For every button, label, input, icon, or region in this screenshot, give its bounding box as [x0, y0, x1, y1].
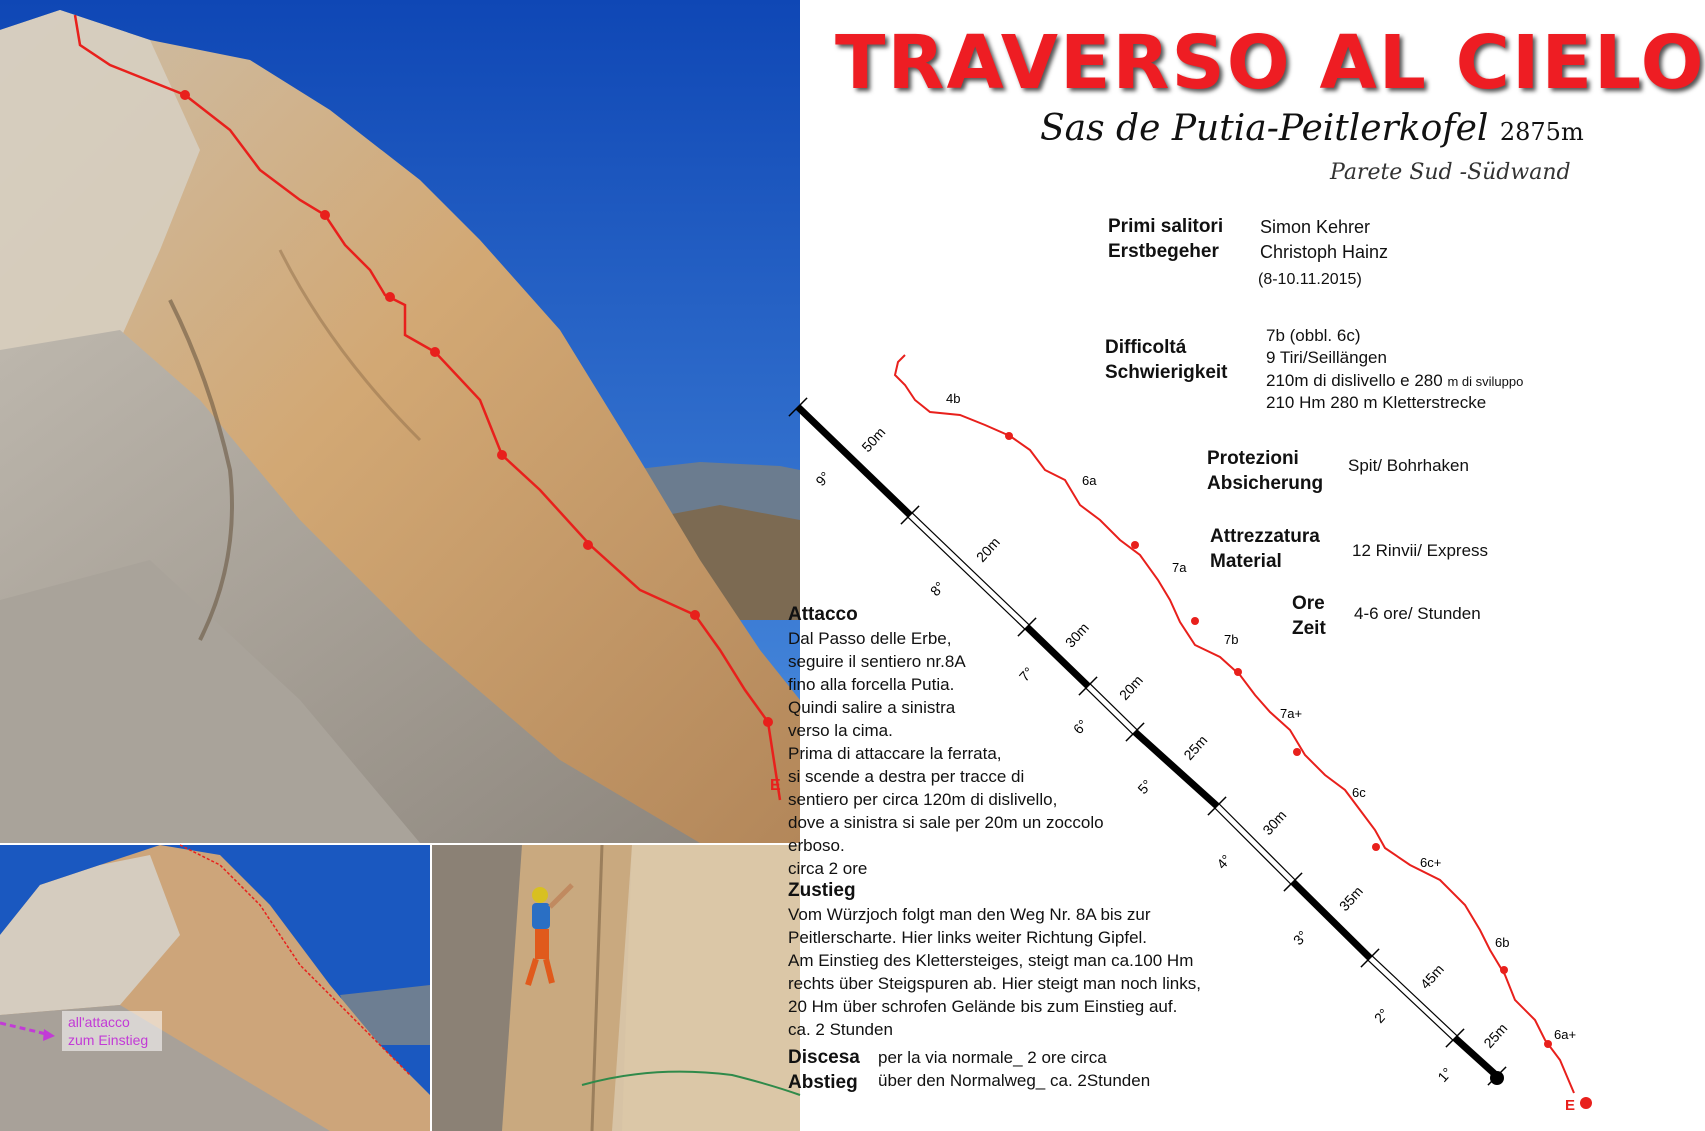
approach-it-line: dove a sinistra si sale per 20m un zoccolo: [788, 813, 1104, 832]
approach-annotation-de: zum Einstieg: [68, 1032, 149, 1048]
topo-start-marker: E: [1565, 1097, 1576, 1114]
difficulty-label-de: Schwierigkeit: [1105, 362, 1228, 383]
pitch-grade: 6b: [1495, 935, 1510, 950]
route-belay-marker: [320, 210, 330, 220]
pitch-number: 2°: [1370, 1005, 1392, 1027]
pitch-grade: 6a: [1082, 473, 1097, 488]
mountain-altitude: 2875m: [1499, 118, 1584, 146]
pitch-length: 30m: [1259, 807, 1290, 839]
climber-photo: [432, 845, 800, 1131]
pitch-grade: 4b: [946, 391, 961, 406]
difficulty-height-de: 210 Hm 280 m Kletterstrecke: [1266, 393, 1487, 412]
first-ascent-label-de: Erstbegeher: [1108, 241, 1219, 262]
approach-de-line: Peitlerscharte. Hier links weiter Richtung Gipfel.: [788, 928, 1148, 947]
approach-it-heading: Attacco: [788, 604, 858, 625]
pitch-number: 5°: [1134, 776, 1156, 798]
topo-belay-marker: [1293, 748, 1301, 756]
approach-de-line: Vom Würzjoch folgt man den Weg Nr. 8A bis zur: [788, 905, 1151, 924]
route-belay-marker: [497, 450, 507, 460]
wall-face: Parete Sud -Südwand: [1330, 160, 1571, 185]
approach-de: [788, 879, 1201, 1041]
approach-de-line: ca. 2 Stunden: [788, 1020, 893, 1039]
route-belay-marker: [180, 90, 190, 100]
approach-de-line: 20 Hm über schrofen Gelände bis zum Einstieg auf.: [788, 997, 1178, 1016]
topo-belay-marker: [1372, 843, 1380, 851]
pitch-grade: 6a+: [1554, 1027, 1577, 1042]
topo-belay-marker: [1191, 617, 1199, 625]
topo-belay-marker: [1131, 541, 1139, 549]
first-ascent-date: (8-10.11.2015): [1258, 271, 1362, 288]
approach-it: [788, 603, 1104, 880]
pitch-length: 20m: [972, 534, 1003, 566]
difficulty-label-it: Difficoltá: [1105, 337, 1187, 358]
pitch-number: 6°: [1069, 716, 1091, 738]
topo-start-point: [1580, 1097, 1592, 1109]
route-belay-marker: [690, 610, 700, 620]
protection-label-de: Absicherung: [1207, 473, 1324, 494]
pitch-number: 8°: [926, 578, 948, 600]
pitch-grade: 7a: [1172, 560, 1187, 575]
approach-it-line: Quindi salire a sinistra: [788, 698, 956, 717]
time-label-it: Ore: [1292, 593, 1325, 614]
equipment-value: 12 Rinvii/ Express: [1352, 541, 1489, 560]
route-belay-marker: [763, 717, 773, 727]
approach-de-line: rechts über Steigspuren ab. Hier steigt man noch links,: [788, 974, 1201, 993]
route-belay-marker: [430, 347, 440, 357]
scale-base-point: [1490, 1071, 1504, 1085]
topo-belay-marker: [1544, 1040, 1552, 1048]
photo-start-marker: E: [770, 777, 781, 794]
approach-it-line: verso la cima.: [788, 721, 893, 740]
approach-it-text: [788, 627, 1104, 880]
pitch-number: 1°: [1434, 1064, 1456, 1086]
approach-it-line: seguire il sentiero nr.8A: [788, 652, 966, 671]
topo-belay-marker: [1500, 966, 1508, 974]
first-ascent-name-2: Christoph Hainz: [1260, 242, 1389, 262]
pitch-length: 45m: [1416, 961, 1447, 993]
pitch-length: 25m: [1480, 1020, 1511, 1052]
pitch-grade: 6c+: [1420, 855, 1442, 870]
first-ascent-label-it: Primi salitori: [1108, 216, 1224, 237]
main-wall-photo: [0, 0, 800, 843]
approach-de-heading: Zustieg: [788, 880, 856, 901]
time-value: 4-6 ore/ Stunden: [1354, 604, 1481, 623]
approach-de-line: Am Einstieg des Klettersteiges, steigt man ca.100 Hm: [788, 951, 1194, 970]
route-belay-marker: [385, 292, 395, 302]
approach-it-line: sentiero per circa 120m di dislivello,: [788, 790, 1058, 809]
pitch-grade: 7a+: [1280, 706, 1303, 721]
pitch-length: 35m: [1335, 883, 1366, 915]
difficulty-pitches: 9 Tiri/Seillängen: [1266, 348, 1387, 367]
equipment-label-it: Attrezzatura: [1210, 526, 1320, 547]
pitch-segment: [798, 407, 910, 515]
mountain-name-text: Sas de Putia-Peitlerkofel: [1040, 108, 1489, 149]
pitch-number: 3°: [1289, 927, 1311, 949]
descent-label-de: Abstieg: [788, 1072, 858, 1093]
approach-annotation-it: all'attacco: [68, 1014, 130, 1030]
approach-it-line: erboso.: [788, 836, 845, 855]
pitch-length: 25m: [1180, 732, 1211, 764]
overview-photo: [0, 845, 430, 1131]
pitch-grade: 6c: [1352, 785, 1366, 800]
pitch-length: 20m: [1115, 672, 1146, 704]
route-title: TRAVERSO AL CIELO: [835, 20, 1705, 106]
descent-text-de: über den Normalweg_ ca. 2Stunden: [878, 1071, 1151, 1090]
difficulty-grade: 7b (obbl. 6c): [1266, 326, 1361, 345]
topo-belay-marker: [1005, 432, 1013, 440]
pitch-segment: [1372, 956, 1457, 1036]
approach-it-line: Dal Passo delle Erbe,: [788, 629, 952, 648]
pitch-grade: 7b: [1224, 632, 1239, 647]
approach-de-text: [788, 903, 1201, 1041]
pitch-number: 9°: [812, 468, 834, 490]
pitch-number: 4°: [1213, 851, 1235, 873]
approach-it-line: fino alla forcella Putia.: [788, 675, 955, 694]
descent-label-it: Discesa: [788, 1047, 860, 1068]
topo-belay-marker: [1234, 668, 1242, 676]
route-belay-marker: [583, 540, 593, 550]
mountain-name: [1040, 108, 1600, 149]
difficulty-height-it-small: m di sviluppo: [1447, 374, 1524, 389]
pitch-length: 50m: [858, 424, 889, 456]
equipment-label-de: Material: [1210, 551, 1282, 572]
protection-label-it: Protezioni: [1207, 448, 1299, 469]
pitch-length: 30m: [1061, 619, 1092, 651]
approach-it-line: circa 2 ore: [788, 859, 868, 878]
descent-text-it: per la via normale_ 2 ore circa: [878, 1048, 1107, 1067]
difficulty-height-it-main: 210m di dislivello e 280: [1266, 371, 1443, 390]
approach-it-line: si scende a destra per tracce di: [788, 767, 1025, 786]
time-label-de: Zeit: [1292, 618, 1326, 639]
first-ascent-name-1: Simon Kehrer: [1260, 217, 1371, 237]
protection-value: Spit/ Bohrhaken: [1348, 456, 1469, 475]
pitch-number: 7°: [1015, 663, 1037, 685]
approach-it-line: Prima di attaccare la ferrata,: [788, 744, 1002, 763]
